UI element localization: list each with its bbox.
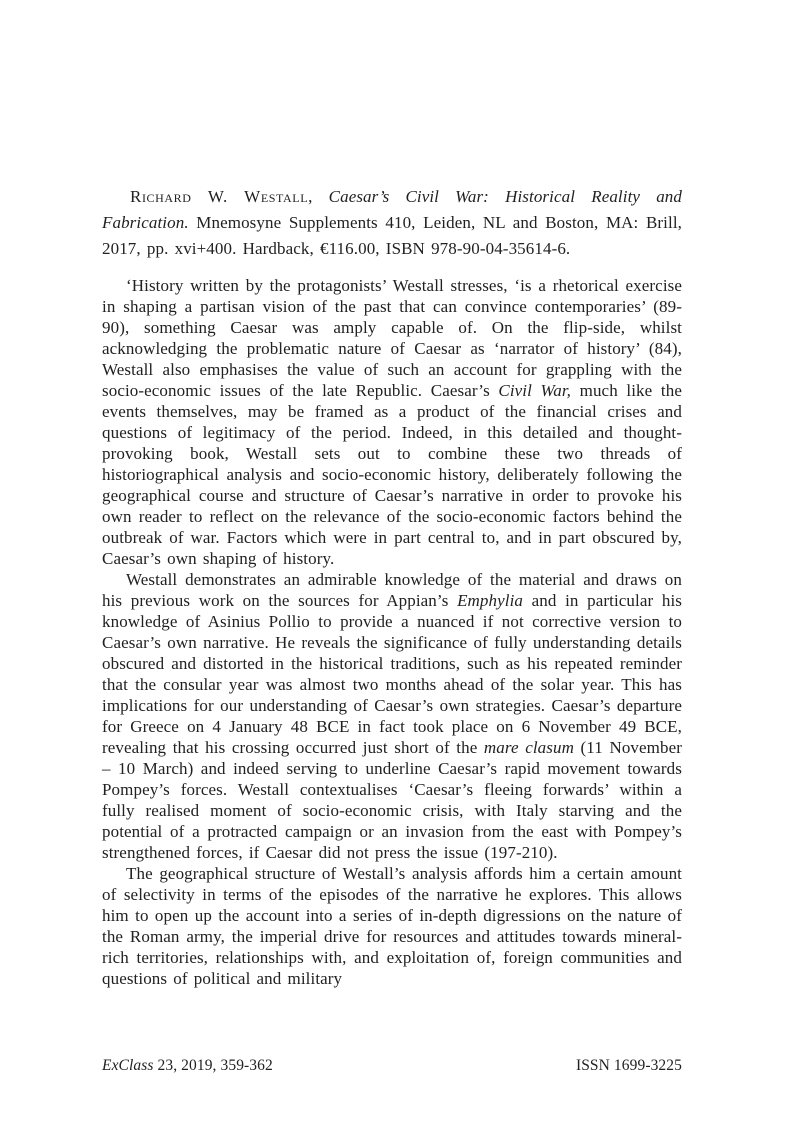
- text-segment: The geographical structure of Westall’s analysis affords him a certain amount of selectivity in terms of the episodes of the narrative he explores. This allows him to open up the account into a series of in-depth digressions on the nature of the Roman army, the imperial drive for resources and attitudes towards mineral-rich territories, relationships with, and exploitation of, foreign communities and questions of political and military: [102, 864, 682, 988]
- text-segment: (11 November – 10 March) and indeed serving to underline Caesar’s rapid movement towards Pompey’s forces. Westall contextualises ‘Caesar’s fleeing forwards’ within a fully realised moment of socio-economic crisis, with Italy starving and the potential of a protracted campaign or an invasion from the east with Pompey’s strengthened forces, if Caesar did not press the issue (197-210).: [102, 738, 682, 862]
- text-segment: and in particular his knowledge of Asinius Pollio to provide a nuanced if not corrective version to Caesar’s own narrative. He reveals the significance of fully understanding details obscured and distorted in the historical traditions, such as his repeated reminder that the consular year was almost two months ahead of the solar year. This has implications for our understanding of Caesar’s own strategies. Caesar’s departure for Greece on 4 January 48 BCE in fact took place on 6 November 49 BCE, revealing that his crossing occurred just short of the: [102, 591, 683, 757]
- text-segment: 23, 2019, 359-362: [153, 1057, 273, 1074]
- text-segment: mare clasum: [483, 738, 574, 757]
- text-segment: Mnemosyne Supplements 410, Leiden, NL and Boston, MA: Brill, 2017, pp. xvi+400. Hardback, €116.00, ISBN 978-90-04-35614-6.: [102, 213, 682, 258]
- issn-label: ISSN 1699-3225: [575, 1057, 682, 1074]
- review-paragraph-1: [102, 275, 682, 569]
- text-segment: Westall demonstrates an admirable knowledge of the material and draws on his previous work on the sources for Appian’s: [102, 570, 682, 610]
- text-segment: Caesar’s Civil War: Historical Reality and Fabrication.: [102, 187, 683, 232]
- text-segment: ,: [308, 187, 329, 206]
- text-segment: ExClass: [102, 1057, 154, 1074]
- text-segment: Civil War,: [498, 381, 572, 400]
- page-footer: [102, 1057, 682, 1075]
- review-paragraph-3: [102, 863, 682, 989]
- text-segment: ‘History written by the protagonists’ Westall stresses, ‘is a rhetorical exercise in shaping a partisan vision of the past that can convince contemporaries’ (89-90), something Caesar was amply capable of. On the flip-side, whilst acknowledging the problematic nature of Caesar as ‘narrator of history’ (84), Westall also emphasises the value of such an account for grappling with the socio-economic issues of the late Republic. Caesar’s: [102, 276, 682, 400]
- text-segment: much like the events themselves, may be framed as a product of the financial crises and questions of legitimacy of the period. Indeed, in this detailed and thought-provoking book, Westall sets out to combine these two threads of historiographical analysis and socio-economic history, deliberately following the geographical course and structure of Caesar’s narrative in order to provoke his own reader to reflect on the relevance of the socio-economic factors behind the outbreak of war. Factors which were in part central to, and in part obscured by, Caesar’s own shaping of history.: [102, 381, 682, 568]
- review-paragraph-2: [102, 569, 682, 863]
- journal-volume-citation: [102, 1057, 273, 1075]
- text-segment: Emphylia: [457, 591, 524, 610]
- book-citation-header: [102, 184, 682, 262]
- review-content: [102, 184, 682, 989]
- text-segment: Richard W. Westall: [130, 187, 309, 206]
